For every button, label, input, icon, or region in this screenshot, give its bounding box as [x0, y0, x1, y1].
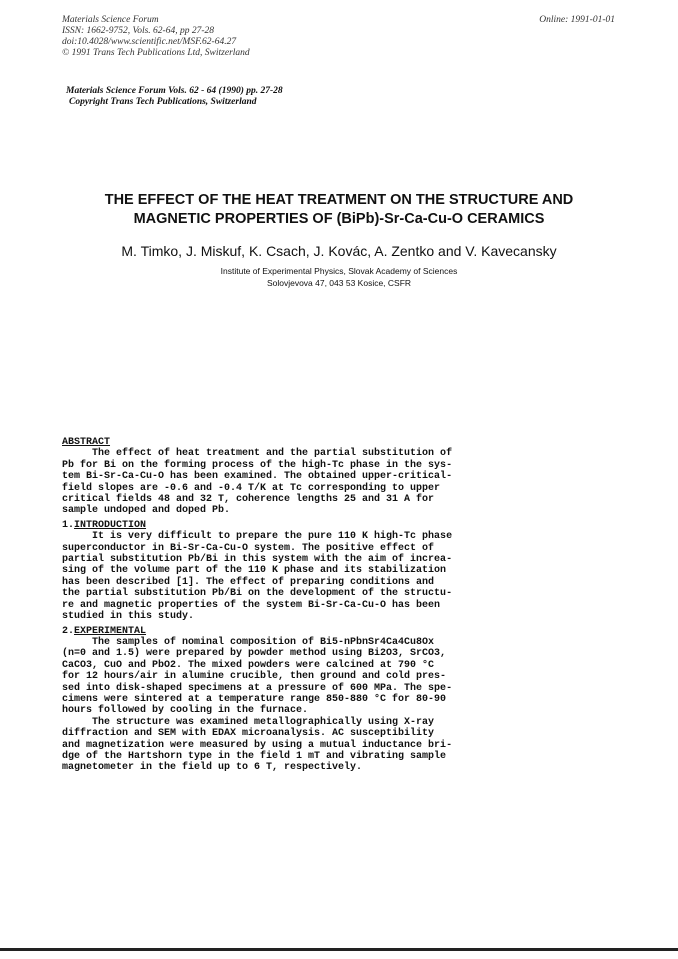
online-date: Online: 1991-01-01: [539, 15, 615, 25]
text-line: sing of the volume part of the 110 K phase and its stabilization: [62, 565, 447, 577]
copyright-line: Copyright Trans Tech Publications, Switzerland: [69, 97, 257, 107]
text-line: sample undoped and doped Pb.: [62, 505, 231, 517]
introduction-text: [62, 531, 602, 622]
text-line: (n=0 and 1.5) were prepared by powder method using Bi2O3, SrCO3,: [62, 648, 447, 660]
author-list: M. Timko, J. Miskuf, K. Csach, J. Kovác, A. Zentko and V. Kavecansky: [121, 243, 557, 259]
text-line: CaCO3, CuO and PbO2. The mixed powders were calcined at 790 °C: [62, 659, 435, 671]
meta-line: doi:10.4028/www.scientific.net/MSF.62-64.27: [62, 37, 237, 47]
abstract-heading-text: ABSTRACT: [62, 437, 111, 448]
experimental-text: [62, 637, 602, 774]
abstract-heading: [62, 437, 602, 448]
text-line: The samples of nominal composition of Bi5-nPbnSr4Ca4Cu8Ox: [62, 636, 435, 648]
text-line: It is very difficult to prepare the pure 110 K high-Tc phase: [62, 531, 453, 543]
meta-line: Materials Science Forum: [62, 15, 159, 25]
text-line: studied in this study.: [62, 611, 195, 623]
text-line: re and magnetic properties of the system Bi-Sr-Ca-Cu-O has been: [62, 599, 441, 611]
text-line: sed into disk-shaped specimens at a pressure of 600 MPa. The spe-: [62, 682, 453, 694]
section-title: EXPERIMENTAL: [74, 625, 147, 637]
publication-metadata: [62, 15, 250, 59]
text-line: the partial substitution Pb/Bi on the development of the structu-: [62, 588, 453, 600]
experimental-heading: [62, 626, 602, 637]
text-line: field slopes are -0.6 and -0.4 T/K at Tc corresponding to upper: [62, 482, 441, 494]
section-number: 2.: [62, 625, 75, 637]
text-line: has been described [1]. The effect of preparing conditions and: [62, 576, 435, 588]
text-line: hours followed by cooling in the furnace.: [62, 705, 309, 717]
introduction-heading: [62, 520, 602, 531]
affiliation-line: Institute of Experimental Physics, Slovak Academy of Sciences: [220, 266, 458, 276]
text-line: superconductor in Bi-Sr-Ca-Cu-O system. The positive effect of: [62, 542, 435, 554]
paper-title: [40, 191, 638, 229]
text-line: The structure was examined metallographically using X-ray: [62, 716, 435, 728]
text-line: cimens were sintered at a temperature range 850-880 °C for 80-90: [62, 693, 447, 705]
meta-line: ISSN: 1662-9752, Vols. 62-64, pp 27-28: [62, 26, 214, 36]
meta-line: © 1991 Trans Tech Publications Ltd, Switzerland: [62, 48, 250, 58]
text-line: Pb for Bi on the forming process of the high-Tc phase in the sys-: [62, 459, 453, 471]
text-line: for 12 hours/air in alumine crucible, then ground and cold pres-: [62, 671, 447, 683]
text-line: The effect of heat treatment and the partial substitution of: [62, 448, 453, 460]
abstract-text: [62, 448, 602, 516]
section-title: INTRODUCTION: [74, 519, 147, 531]
text-line: critical fields 48 and 32 T, coherence lengths 25 and 31 A for: [62, 494, 435, 506]
paper-body: [62, 437, 602, 774]
text-line: tem Bi-Sr-Ca-Cu-O has been examined. The obtained upper-critical-: [62, 471, 453, 483]
text-line: and magnetization were measured by using a mutual inductance bri-: [62, 739, 453, 751]
affiliation: [40, 265, 638, 289]
text-line: partial substitution Pb/Bi in this system with the aim of increa-: [62, 554, 453, 566]
section-number: 1.: [62, 519, 75, 531]
text-line: dge of the Hartshorn type in the field 1 mT and vibrating sample: [62, 750, 447, 762]
text-line: diffraction and SEM with EDAX microanalysis. AC susceptibility: [62, 728, 435, 740]
journal-line: Materials Science Forum Vols. 62 - 64 (1990) pp. 27-28: [66, 86, 283, 96]
affiliation-line: Solovjevova 47, 043 53 Kosice, CSFR: [266, 278, 412, 288]
journal-reference: [66, 86, 283, 108]
text-line: magnetometer in the field up to 6 T, respectively.: [62, 762, 363, 774]
page-bottom-rule: [0, 948, 678, 951]
title-line: THE EFFECT OF THE HEAT TREATMENT ON THE STRUCTURE AND: [104, 192, 574, 208]
title-line: MAGNETIC PROPERTIES OF (BiPb)-Sr-Ca-Cu-O CERAMICS: [133, 211, 545, 227]
